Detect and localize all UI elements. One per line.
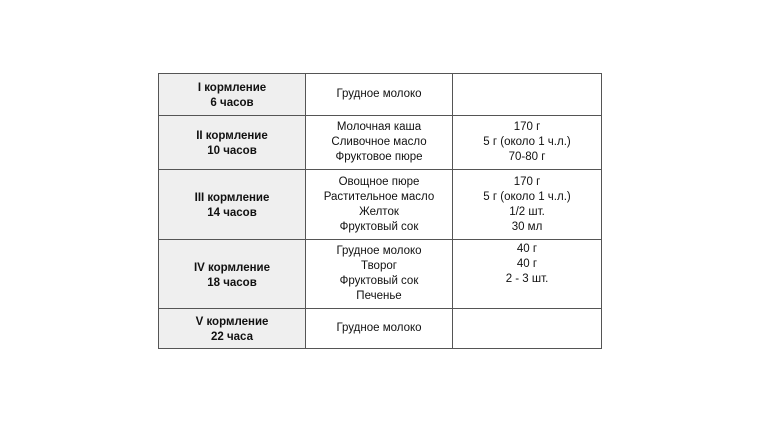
amount-item: 70-80 г bbox=[508, 151, 546, 163]
amount-item: 5 г (около 1 ч.л.) bbox=[483, 136, 571, 148]
food-item: Грудное молоко bbox=[336, 88, 422, 100]
food-cell bbox=[306, 170, 453, 240]
feeding-time: 14 часов bbox=[207, 207, 257, 219]
feeding-label-cell bbox=[159, 170, 306, 240]
amount-item: 2 - 3 шт. bbox=[505, 273, 549, 285]
feeding-name: III кормление bbox=[194, 192, 270, 204]
amount-cell bbox=[453, 240, 602, 309]
feeding-name: II кормление bbox=[196, 130, 268, 142]
amount-item: 40 г bbox=[516, 243, 538, 255]
feeding-label-cell bbox=[159, 309, 306, 349]
feeding-label-cell bbox=[159, 240, 306, 309]
food-item: Фруктовый сок bbox=[339, 220, 419, 233]
amount-item: 40 г bbox=[516, 258, 538, 270]
amount-cell bbox=[453, 116, 602, 170]
food-item: Фруктовый сок bbox=[339, 275, 419, 287]
feeding-time: 6 часов bbox=[210, 97, 254, 109]
feeding-label-cell bbox=[159, 74, 306, 116]
feeding-time: 22 часа bbox=[211, 331, 253, 343]
amount-cell bbox=[453, 74, 602, 116]
table-row bbox=[159, 74, 602, 116]
food-item: Творог bbox=[361, 260, 397, 272]
amount-item: 1/2 шт. bbox=[509, 205, 545, 218]
food-cell bbox=[306, 116, 453, 170]
feeding-name: I кормление bbox=[197, 82, 267, 94]
feeding-name: IV кормление bbox=[193, 261, 271, 274]
amount-item: 30 мл bbox=[511, 220, 543, 233]
table-row bbox=[159, 309, 602, 349]
amount-cell bbox=[453, 170, 602, 240]
food-item: Печенье bbox=[356, 290, 402, 302]
feeding-label-cell bbox=[159, 116, 306, 170]
food-item: Растительное масло bbox=[323, 190, 435, 203]
table-row bbox=[159, 116, 602, 170]
feeding-time: 10 часов bbox=[207, 145, 257, 157]
food-cell bbox=[306, 74, 453, 116]
food-item: Желток bbox=[359, 205, 399, 218]
food-item: Грудное молоко bbox=[336, 322, 422, 334]
amount-item: 170 г bbox=[513, 175, 541, 188]
table-row bbox=[159, 170, 602, 240]
feeding-schedule-table bbox=[158, 73, 602, 349]
food-item: Овощное пюре bbox=[338, 175, 420, 188]
food-item: Сливочное масло bbox=[331, 136, 427, 148]
food-item: Грудное молоко bbox=[336, 245, 422, 257]
food-cell bbox=[306, 240, 453, 309]
feeding-name: V кормление bbox=[195, 316, 269, 328]
food-cell bbox=[306, 309, 453, 349]
feeding-time: 18 часов bbox=[207, 276, 257, 289]
food-item: Молочная каша bbox=[336, 121, 422, 133]
amount-item: 170 г bbox=[513, 121, 541, 133]
amount-cell bbox=[453, 309, 602, 349]
amount-item: 5 г (около 1 ч.л.) bbox=[483, 190, 571, 203]
table-row bbox=[159, 240, 602, 309]
food-item: Фруктовое пюре bbox=[335, 151, 423, 163]
